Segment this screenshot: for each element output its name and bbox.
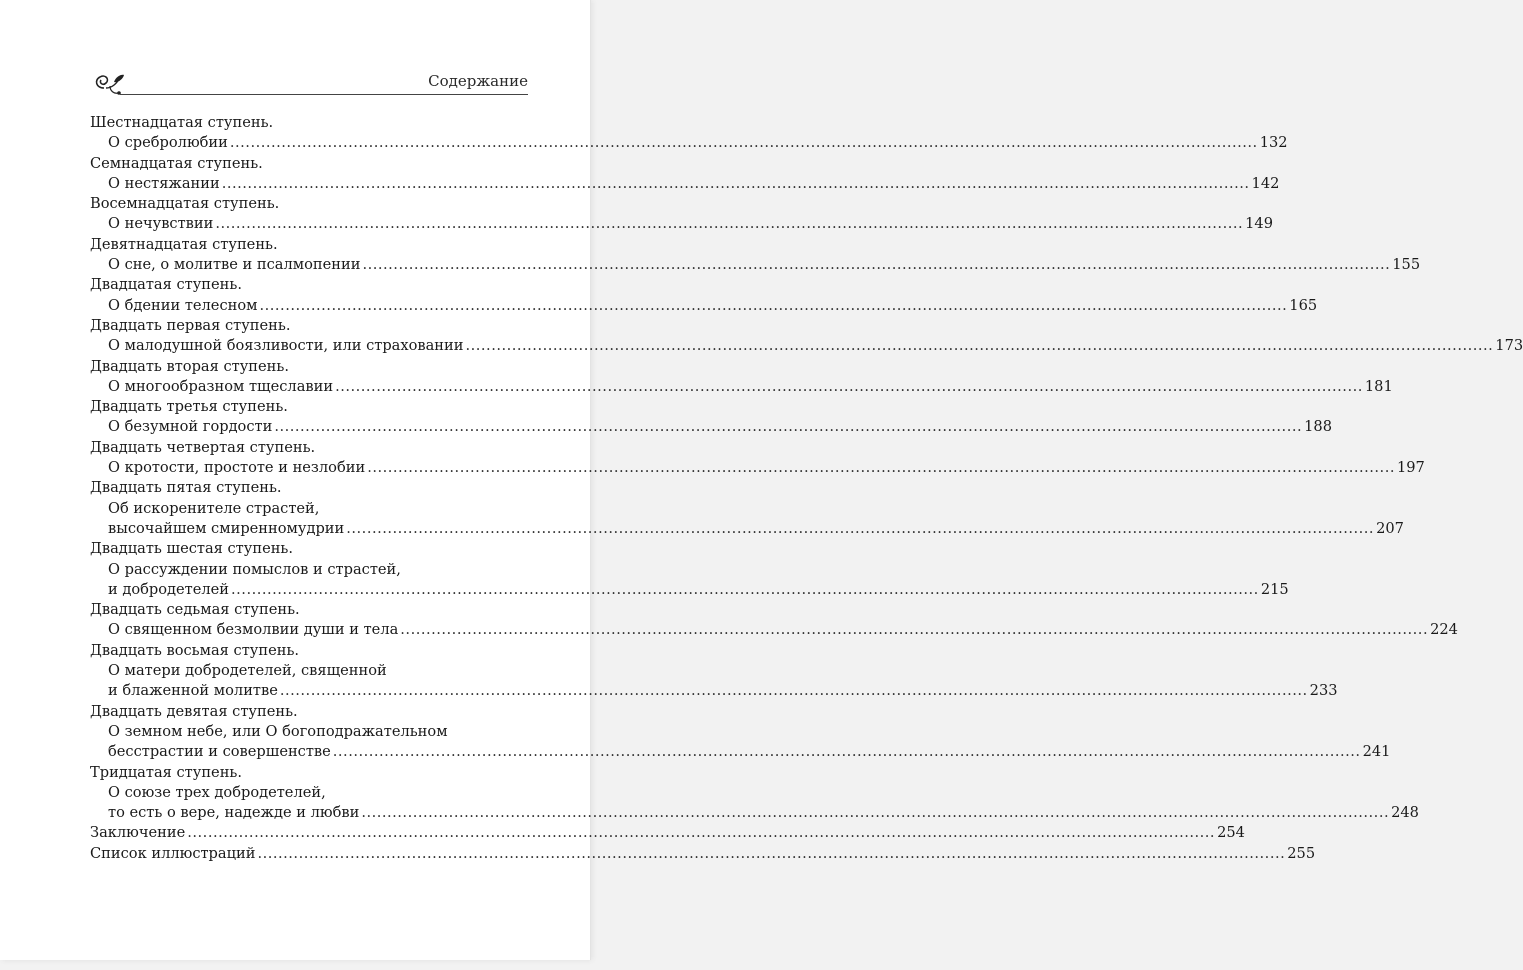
- toc-page-number: 132: [1259, 134, 1288, 152]
- toc-entry: [90, 377, 1393, 397]
- toc-entry: [90, 844, 1316, 864]
- toc-section-heading: Двадцать седьмая ступень.: [90, 601, 300, 619]
- toc-page-number: 207: [1376, 519, 1404, 537]
- dot-leader: ........................................................................................................................................................................................................: [346, 519, 1375, 537]
- toc-entry: [90, 681, 1338, 701]
- toc-section-heading: Двадцатая ступень.: [90, 276, 242, 294]
- toc-page-number: 254: [1217, 824, 1245, 842]
- toc-entry: [90, 742, 1391, 762]
- toc-entry-title: О безумной гордости: [108, 418, 273, 436]
- dot-leader: ........................................................................................................................................................................................................: [367, 459, 1395, 477]
- toc-section-heading: Шестнадцатая ступень.: [90, 114, 274, 131]
- toc-section-heading: Девятнадцатая ступень.: [90, 235, 278, 253]
- toc-page-number: 173: [1495, 337, 1523, 355]
- toc-page-number: 188: [1304, 418, 1332, 436]
- toc-entry: [90, 458, 1425, 478]
- toc-section-heading: Тридцатая ступень.: [90, 763, 243, 781]
- dot-leader: ........................................................................................................................................................................................................: [335, 377, 1363, 395]
- toc-title-line: О союзе трех добродетелей,: [108, 783, 326, 801]
- toc-section-heading: Двадцать первая ступень.: [90, 316, 291, 334]
- toc-section-heading: Семнадцатая ступень.: [90, 154, 263, 172]
- header-rule: [120, 94, 528, 95]
- toc-entry-title: высочайшем смиренномудрии: [108, 519, 345, 537]
- toc-entry-title: О кротости, простоте и незлобии: [108, 459, 366, 477]
- dot-leader: ........................................................................................................................................................................................................: [215, 215, 1244, 233]
- toc-section-heading: Двадцать шестая ступень.: [90, 540, 294, 558]
- toc-page-number: 155: [1392, 256, 1421, 274]
- toc-entry: [90, 580, 1289, 600]
- dot-leader: ........................................................................................................................................................................................................: [274, 418, 1303, 436]
- toc-page-number: 149: [1245, 215, 1273, 233]
- dot-leader: ........................................................................................................................................................................................................: [257, 844, 1286, 862]
- toc-entry-title: и добродетелей: [108, 580, 230, 598]
- dot-leader: ........................................................................................................................................................................................................: [361, 804, 1390, 822]
- toc-page-number: 248: [1391, 804, 1419, 822]
- toc-entry-title: О малодушной боязливости, или страховании: [108, 337, 464, 355]
- dot-leader: ........................................................................................................................................................................................................: [279, 682, 1308, 700]
- toc-entry: [90, 823, 1245, 843]
- toc-entry: [90, 336, 1523, 356]
- dot-leader: ........................................................................................................................................................................................................: [332, 743, 1361, 761]
- toc-entry-title: О сребролюбии: [108, 134, 228, 152]
- toc-entry-title: то есть о вере, надежде и любви: [108, 804, 360, 822]
- toc-entry: [90, 214, 1273, 234]
- toc-page-number: 197: [1396, 459, 1425, 477]
- toc-entry-title: Список иллюстраций: [90, 844, 256, 862]
- running-title: Содержание: [428, 72, 528, 90]
- toc-entry-title: О нестяжании: [108, 174, 220, 192]
- toc-page-number: 181: [1364, 377, 1393, 395]
- toc-page-number: 241: [1362, 743, 1391, 761]
- toc-entry-title: О священном безмолвии души и тела: [108, 621, 399, 639]
- dot-leader: ........................................................................................................................................................................................................: [229, 134, 1258, 152]
- toc-entry: [90, 417, 1332, 437]
- toc-title-line: Об искоренителе страстей,: [108, 499, 320, 517]
- dot-leader: ........................................................................................................................................................................................................: [465, 337, 1494, 355]
- dot-leader: ........................................................................................................................................................................................................: [362, 256, 1391, 274]
- dot-leader: ........................................................................................................................................................................................................: [400, 621, 1429, 639]
- toc-section-heading: Двадцать восьмая ступень.: [90, 641, 300, 659]
- toc-page-number: 224: [1430, 621, 1458, 639]
- toc-entry: [90, 803, 1419, 823]
- toc-entry-title: О сне, о молитве и псалмопении: [108, 256, 361, 274]
- toc-entry-title: и блаженной молитве: [108, 682, 278, 700]
- toc-page-number: 142: [1251, 174, 1280, 192]
- toc-page-number: 233: [1309, 682, 1338, 700]
- toc-entry-title: О бдении телесном: [108, 296, 258, 314]
- toc-page-number: 165: [1289, 296, 1318, 314]
- toc-section-heading: Двадцать вторая ступень.: [90, 357, 289, 375]
- toc-title-line: О матери добродетелей, священной: [108, 662, 387, 680]
- toc-entry-title: бесстрастии и совершенстве: [108, 743, 331, 761]
- page-header: [90, 66, 528, 100]
- dot-leader: ........................................................................................................................................................................................................: [231, 580, 1259, 598]
- toc-entry-title: О многообразном тщеславии: [108, 377, 334, 395]
- dot-leader: ........................................................................................................................................................................................................: [221, 174, 1250, 192]
- dot-leader: ........................................................................................................................................................................................................: [187, 824, 1216, 842]
- toc-section-heading: Двадцать четвертая ступень.: [90, 438, 316, 456]
- toc-section-heading: Восемнадцатая ступень.: [90, 195, 280, 213]
- toc-entry: [90, 133, 1288, 153]
- toc-entry: [90, 255, 1421, 275]
- table-of-contents: [90, 113, 1523, 864]
- toc-entry: [90, 620, 1458, 640]
- toc-page-number: 215: [1260, 580, 1289, 598]
- toc-title-line: О рассуждении помыслов и страстей,: [108, 560, 401, 578]
- dot-leader: ........................................................................................................................................................................................................: [259, 296, 1288, 314]
- toc-section-heading: Двадцать девятая ступень.: [90, 702, 298, 720]
- toc-title-line: О земном небе, или О богоподражательном: [108, 722, 448, 740]
- toc-entry: [90, 174, 1280, 194]
- toc-entry-title: О нечувствии: [108, 215, 214, 233]
- toc-page-number: 255: [1287, 844, 1316, 862]
- toc-entry-title: Заключение: [90, 824, 186, 842]
- toc-entry: [90, 519, 1404, 539]
- toc-section-heading: Двадцать третья ступень.: [90, 398, 288, 416]
- toc-section-heading: Двадцать пятая ступень.: [90, 479, 282, 497]
- toc-entry: [90, 296, 1318, 316]
